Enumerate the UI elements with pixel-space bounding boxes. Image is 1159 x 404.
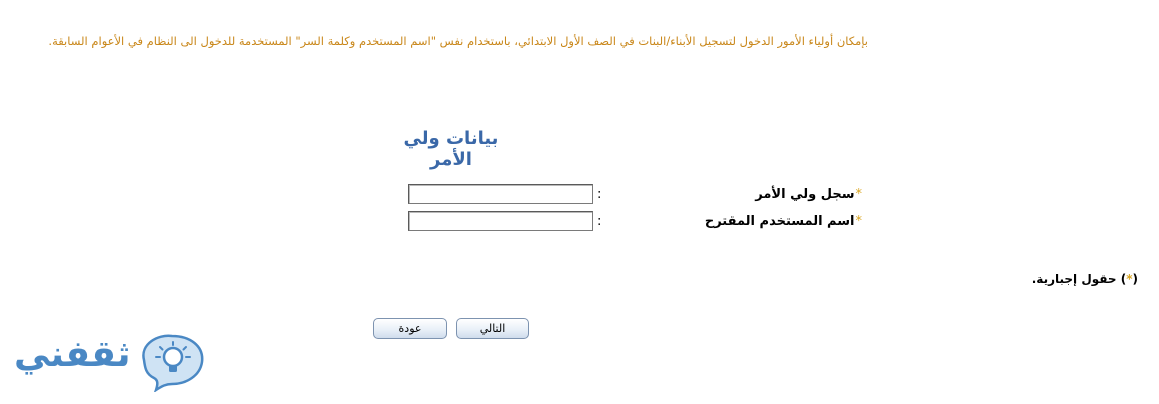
required-note-text: حقول إجبارية.: [1031, 272, 1121, 286]
colon: :: [597, 187, 602, 202]
paren-close: ): [1120, 272, 1127, 286]
suggested-username-label: [705, 214, 862, 229]
guardian-record-input[interactable]: [408, 184, 593, 204]
suggested-username-input[interactable]: [408, 211, 593, 231]
suggested-username-row: [0, 211, 1159, 235]
logo: [14, 330, 214, 394]
guardian-record-label-text: سجل ولي الأمر: [755, 187, 855, 202]
next-button[interactable]: التالي: [456, 318, 529, 339]
required-fields-note: [1032, 272, 1138, 286]
colon: :: [597, 214, 602, 229]
info-notice: بإمكان أولياء الأمور الدخول لتسجيل الأبناء/البنات في الصف الأول الابتدائي، باستخدام نفس "اسم المستخدم وكلمة السر" المستخدمة للدخول الى النظام في الأعوام السابقة.: [48, 34, 868, 48]
guardian-record-label: [755, 187, 862, 202]
suggested-username-label-text: اسم المستخدم المقترح: [704, 214, 855, 229]
required-mark: *: [1126, 272, 1133, 286]
page-title: بيانات ولي الأمر: [403, 128, 499, 170]
required-mark: *: [855, 214, 862, 229]
required-mark: *: [855, 187, 862, 202]
guardian-record-row: [0, 184, 1159, 208]
logo-text: ثقفني: [14, 334, 131, 375]
paren-open: (: [1132, 272, 1138, 286]
lightbulb-icon: [136, 330, 208, 392]
back-button[interactable]: عودة: [373, 318, 447, 339]
